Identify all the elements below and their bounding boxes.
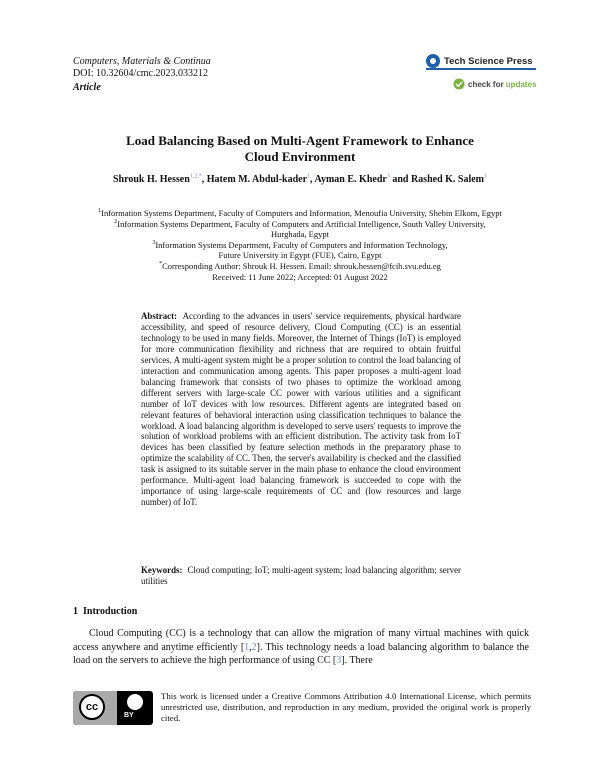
affiliation-line [60, 219, 540, 230]
article-type: Article [73, 82, 101, 93]
publisher-rule [426, 68, 536, 70]
cc-by-label: BY [124, 712, 134, 719]
check-for-updates-button[interactable] [453, 78, 536, 90]
received-dates: Received: 11 June 2022; Accepted: 01 August 2022 [212, 271, 388, 282]
intro-text: ]. This technology needs a load balancing algorithm to balance the load on the servers to achieve the high performance of using CC [ [73, 641, 529, 667]
affil-text: Information Systems Department, Faculty of Computers and Information Technology, [155, 239, 448, 250]
cc-icon: cc [79, 694, 105, 720]
affil-text: Information Systems Department, Faculty of Computers and Information, Menoufia University, Shebin Elkom, Egypt [101, 208, 502, 218]
paper-title [80, 133, 520, 165]
affil-text: Corresponding Author: Shrouk H. Hessen. Email: shrouk.hessen@fcih.svu.edu.eg [162, 260, 441, 271]
citation-link[interactable]: 2 [251, 641, 257, 653]
affil-mark: 2 [114, 218, 118, 225]
publisher-icon [426, 54, 440, 68]
section-title: Introduction [83, 606, 138, 617]
updates-suffix: updates [505, 79, 537, 89]
author-affil[interactable]: 3 [386, 173, 390, 180]
affiliations [60, 208, 540, 282]
updates-prefix: check for [468, 79, 506, 89]
journal-name: Computers, Materials & Continua [73, 56, 211, 67]
section-number: 1 [73, 606, 78, 617]
citation-sep: , [249, 641, 252, 653]
citation-link[interactable]: 1 [244, 641, 250, 653]
title-line-2: Cloud Environment [244, 149, 356, 164]
attribution-icon [127, 694, 143, 710]
check-updates-icon [453, 78, 465, 90]
keywords [141, 565, 461, 587]
keywords-label: Keywords: [141, 565, 183, 575]
abstract [141, 311, 461, 508]
author-affil[interactable]: 1 [484, 173, 488, 180]
affiliation-line [60, 229, 540, 240]
affiliation-line [60, 240, 540, 251]
affiliation-line [60, 250, 540, 261]
author-name: Shrouk H. Hessen [112, 174, 190, 185]
affiliation-line [60, 261, 540, 272]
affil-text: Future University in Egypt (FUE), Cairo, Egypt [218, 250, 382, 261]
abstract-label: Abstract: [141, 311, 177, 321]
intro-text: ]. There [341, 655, 373, 667]
cc-badge-panel [73, 691, 117, 725]
section-heading [73, 606, 137, 618]
keywords-text: Cloud computing; IoT; multi-agent system; load balancing algorithm; server utilities [141, 565, 461, 586]
author-list [60, 173, 540, 186]
author-name: , Hatem M. Abdul-kader [201, 174, 308, 185]
affil-mark: 3 [152, 239, 156, 246]
affil-mark: * [159, 261, 163, 268]
author-affil[interactable]: 1 [307, 173, 311, 180]
introduction-paragraph [73, 627, 529, 668]
title-line-1: Load Balancing Based on Multi-Agent Framework to Enhance [126, 133, 474, 148]
affil-text: Hurghada, Egypt [271, 229, 329, 240]
intro-text: Cloud Computing (CC) is a technology that can allow the migration of many virtual machines with quick access anywhere and anytime efficiently [ [73, 628, 529, 653]
author-name: , Ayman E. Khedr [310, 174, 387, 185]
doi[interactable]: DOI: 10.32604/cmc.2023.033212 [73, 68, 208, 79]
affiliation-line [60, 208, 540, 219]
cc-by-badge[interactable] [73, 691, 153, 725]
license-text: This work is licensed under a Creative Commons Attribution 4.0 International License, which permits unrestricted use, distribution, and reproduction in any medium, provided the original work is properly cited. [161, 691, 531, 723]
citation-link[interactable]: 3 [336, 655, 342, 667]
affil-text: Information Systems Department, Faculty of Computers and Artificial Intelligence, South Valley University, [117, 218, 486, 229]
affil-mark: 1 [98, 208, 102, 215]
author-affil[interactable]: 1,2,* [189, 173, 202, 180]
publisher-name: Tech Science Press [444, 55, 533, 67]
abstract-text: According to the advances in users' service requirements, physical hardware accessibility, and speed of resource delivery, Cloud Computing (CC) is an essential technology to be used in many fields. Moreover, the Internet of Things (IoT) is employed for more communication flexibility and richness that are required to obtain fruitful services. A multi-agent system might be a proper solution to control the load balancing of interaction and communication among agents. This paper proposes a multi-agent load balancing framework that consists of two phases to optimize the workload among different servers with large-scale CC power with various utilities and a significant number of IoT devices with low resources. Different agents are integrated based on relevant features of behavioral interaction using classification techniques to balance the workload. A load balancing algorithm is developed to serve users' requests to improve the solution of workload problems with an efficient distribution. The activity task from IoT devices has been classified by feature selection methods in the preparatory phase to optimize the scalability of CC. Then, the server's availability is checked and the classified task is assigned to its suitable server in the main phase to enhance the cloud environment performance. Multi-agent load balancing framework is succeeded to cope with the importance of using large-scale requirements of CC and (low resources and large number) of IoT. [141, 311, 461, 508]
author-name: and Rashed K. Salem [389, 174, 485, 185]
